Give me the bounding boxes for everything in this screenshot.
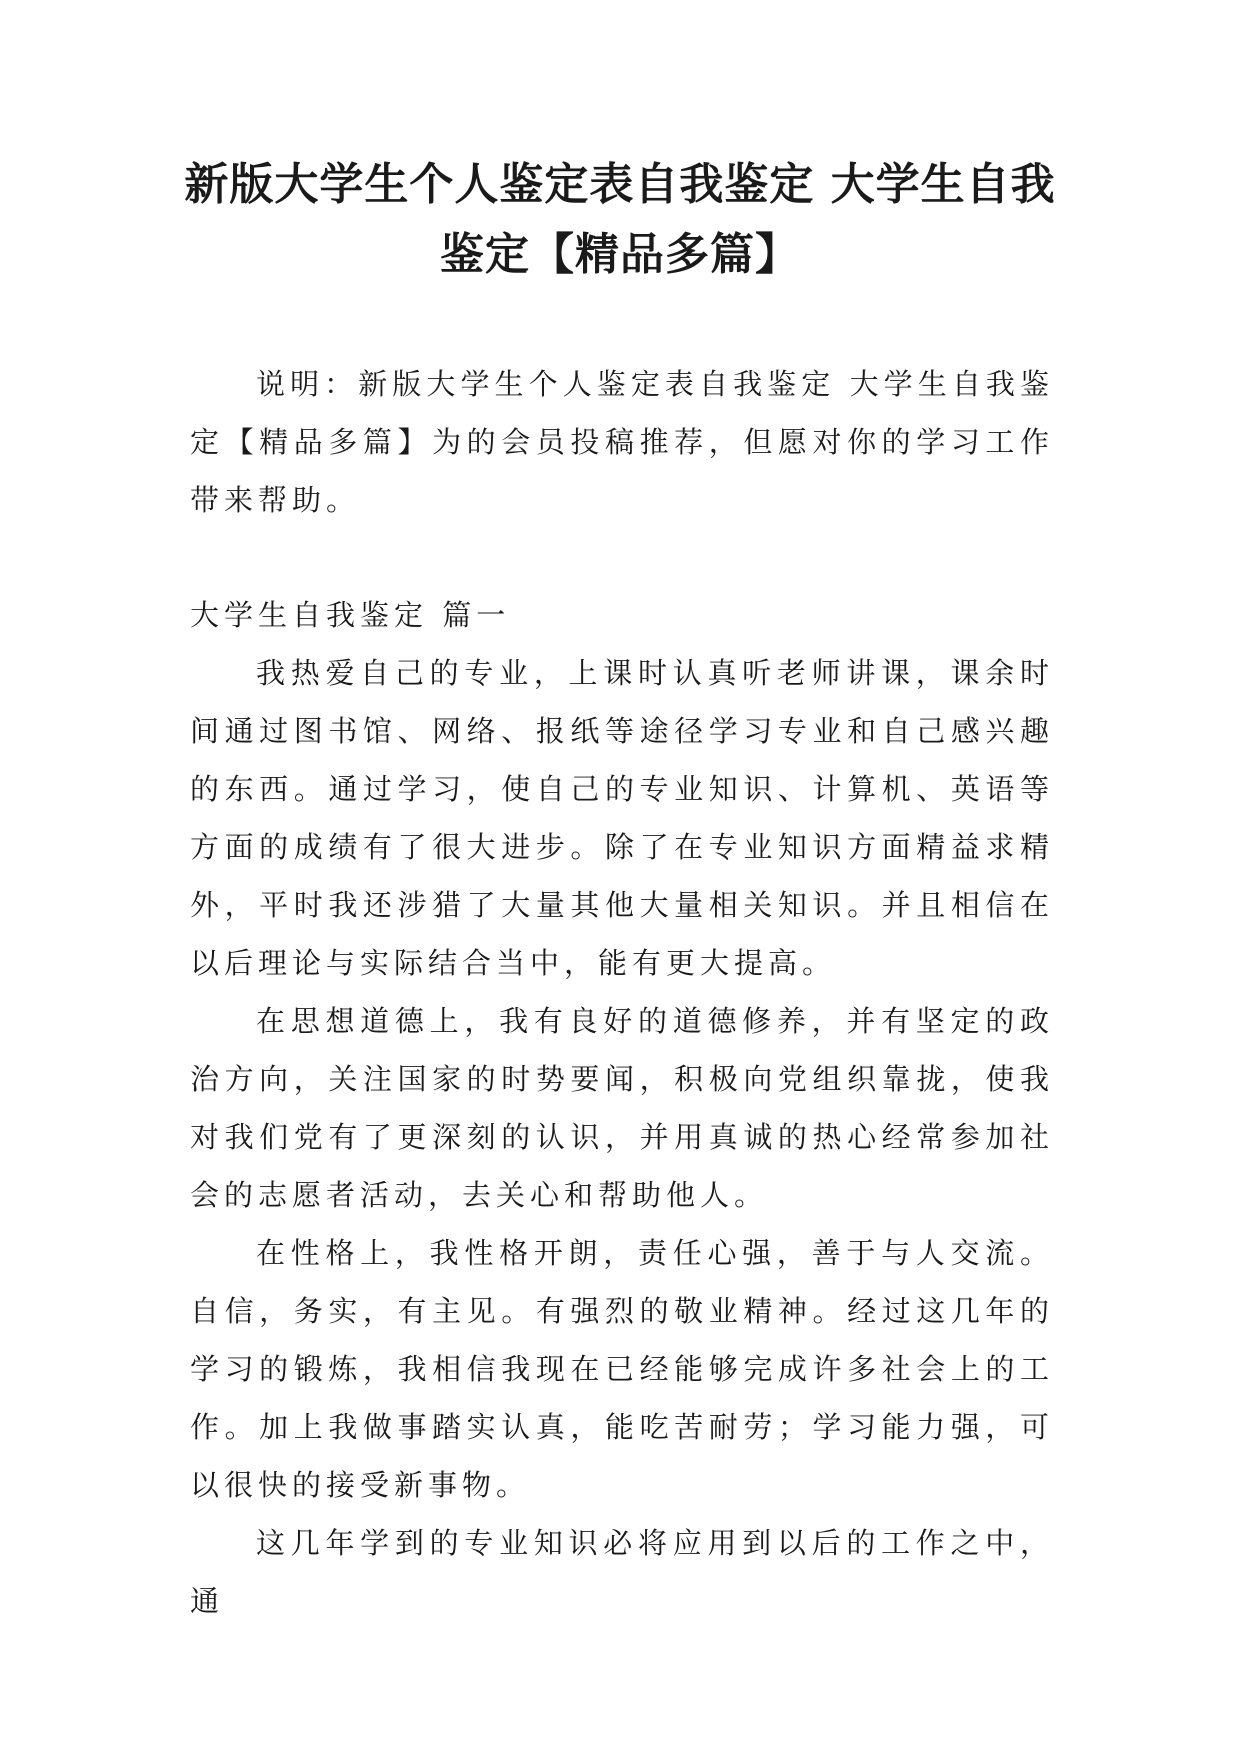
paragraph-1: 我热爱自己的专业，上课时认真听老师讲课，课余时间通过图书馆、网络、报纸等途径学习专业和自己感兴趣的东西。通过学习，使自己的专业知识、计算机、英语等方面的成绩有了很大进步。除了在专业知识方面精益求精外，平时我还涉猎了大量其他大量相关知识。并且相信在以后理论与实际结合当中，能有更大提高。 bbox=[190, 656, 1054, 980]
section-heading: 大学生自我鉴定 篇一 bbox=[190, 598, 511, 632]
paragraph-4: 这几年学到的专业知识必将应用到以后的工作之中，通 bbox=[190, 1526, 1054, 1618]
document-title: 新版大学生个人鉴定表自我鉴定 大学生自我鉴定【精品多篇】 bbox=[184, 159, 1056, 280]
section-one bbox=[190, 586, 1054, 1630]
paragraph-2: 在思想道德上，我有良好的道德修养，并有坚定的政治方向，关注国家的时势要闻，积极向党组织靠拢，使我对我们党有了更深刻的认识，并用真诚的热心经常参加社会的志愿者活动，去关心和帮助他人。 bbox=[190, 1004, 1054, 1212]
intro-note: 说明：新版大学生个人鉴定表自我鉴定 大学生自我鉴定【精品多篇】为的会员投稿推荐，但愿对你的学习工作带来帮助。 bbox=[190, 367, 1054, 517]
paragraph-3: 在性格上，我性格开朗，责任心强，善于与人交流。自信，务实，有主见。有强烈的敬业精神。经过这几年的学习的锻炼，我相信我现在已经能够完成许多社会上的工作。加上我做事踏实认真，能吃苦耐劳；学习能力强，可以很快的接受新事物。 bbox=[190, 1236, 1054, 1502]
